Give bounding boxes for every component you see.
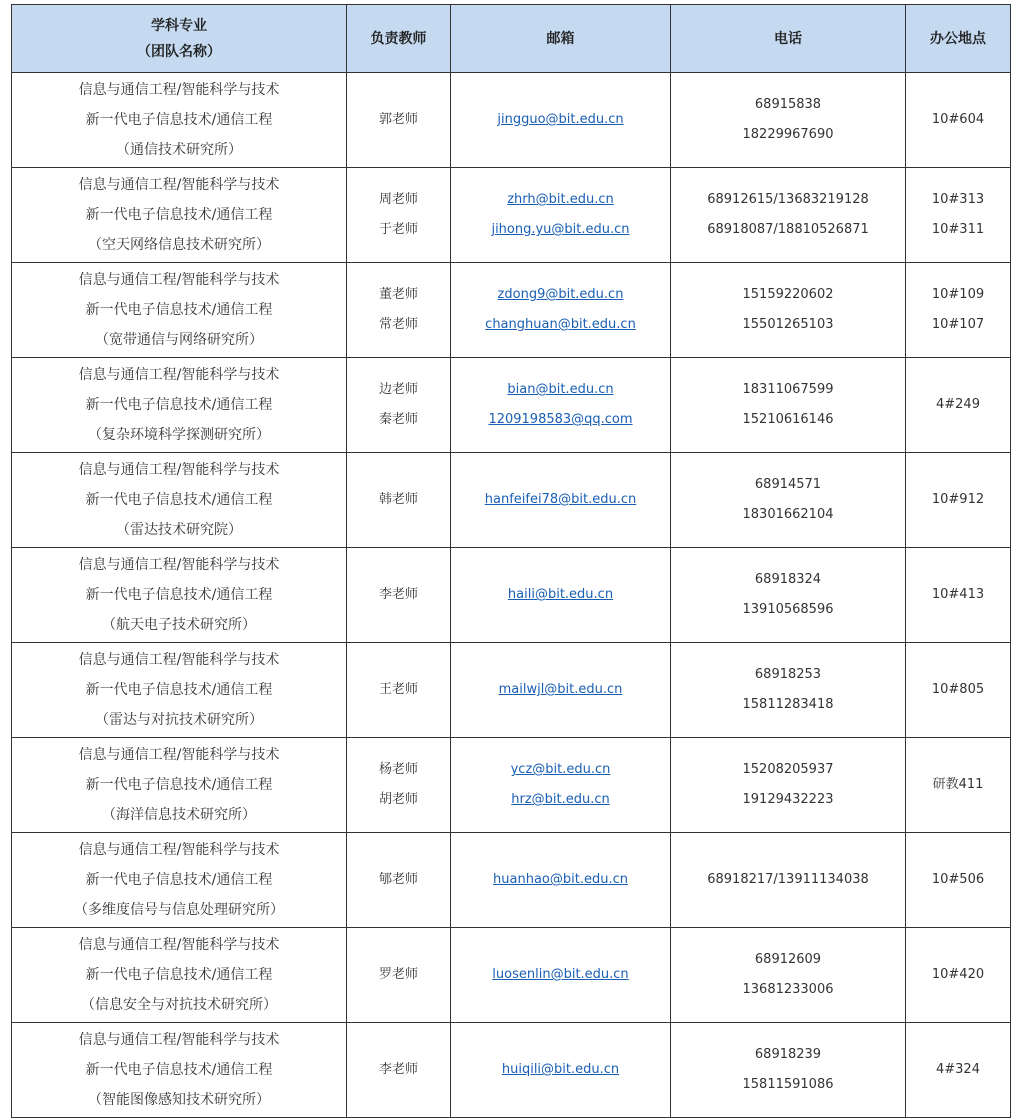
office-cell	[906, 1023, 1011, 1118]
phone-number: 18229967690	[742, 127, 834, 142]
office-location: 10#311	[931, 222, 985, 237]
table-row	[12, 168, 1011, 263]
teacher-cell	[347, 168, 451, 263]
office-cell	[906, 358, 1011, 453]
header-teacher: 负责教师	[347, 5, 451, 73]
subject-cell	[12, 1023, 347, 1118]
email-cell	[451, 73, 671, 168]
office-cell	[906, 263, 1011, 358]
email-link[interactable]: huanhao@bit.edu.cn	[493, 872, 628, 887]
phone-number: 19129432223	[742, 792, 834, 807]
table-row	[12, 453, 1011, 548]
email-cell	[451, 928, 671, 1023]
teacher-cell	[347, 73, 451, 168]
office-cell	[906, 928, 1011, 1023]
subject-line: 新一代电子信息技术/通信工程	[85, 872, 273, 888]
phone-cell	[671, 1023, 906, 1118]
phone-cell	[671, 73, 906, 168]
phone-number: 68918087/18810526871	[707, 222, 869, 237]
subject-line: 新一代电子信息技术/通信工程	[85, 207, 273, 223]
teacher-cell	[347, 453, 451, 548]
phone-number: 15210616146	[742, 412, 834, 427]
office-location: 10#413	[931, 587, 985, 602]
office-location: 10#604	[931, 112, 985, 127]
phone-number: 68918239	[754, 1047, 822, 1062]
header-subject-team: （团队名称）	[137, 43, 221, 60]
office-location: 研教411	[932, 777, 984, 792]
teacher-cell	[347, 643, 451, 738]
office-cell	[906, 168, 1011, 263]
subject-line: 信息与通信工程/智能科学与技术	[78, 937, 280, 953]
subject-cell	[12, 738, 347, 833]
subject-cell	[12, 548, 347, 643]
teacher-name: 胡老师	[378, 792, 418, 807]
email-link[interactable]: jingguo@bit.edu.cn	[497, 112, 624, 127]
phone-number: 68918324	[754, 572, 822, 587]
email-cell	[451, 358, 671, 453]
subject-cell	[12, 643, 347, 738]
phone-number: 13910568596	[742, 602, 834, 617]
teacher-name: 王老师	[378, 682, 418, 697]
subject-line: 新一代电子信息技术/通信工程	[85, 492, 273, 508]
phone-cell	[671, 643, 906, 738]
teacher-name: 韩老师	[378, 492, 418, 507]
phone-number: 68918253	[754, 667, 822, 682]
phone-number: 68918217/13911134038	[707, 872, 869, 887]
phone-cell	[671, 833, 906, 928]
office-location: 10#805	[931, 682, 985, 697]
office-location: 10#506	[931, 872, 985, 887]
subject-cell	[12, 73, 347, 168]
subject-line: 新一代电子信息技术/通信工程	[85, 397, 273, 413]
table-body	[12, 73, 1011, 1118]
office-cell	[906, 453, 1011, 548]
phone-number: 68914571	[754, 477, 822, 492]
teacher-cell	[347, 263, 451, 358]
header-email: 邮箱	[451, 5, 671, 73]
email-link[interactable]: haili@bit.edu.cn	[507, 587, 614, 602]
subject-line: 信息与通信工程/智能科学与技术	[78, 177, 280, 193]
phone-cell	[671, 738, 906, 833]
teacher-name: 于老师	[378, 222, 418, 237]
subject-line: （雷达与对抗技术研究所）	[95, 712, 263, 728]
email-cell	[451, 833, 671, 928]
header-subject-title: 学科专业	[151, 17, 207, 34]
email-link[interactable]: jihong.yu@bit.edu.cn	[491, 222, 630, 237]
phone-number: 18301662104	[742, 507, 834, 522]
teacher-name: 常老师	[378, 317, 418, 332]
phone-number: 15811591086	[742, 1077, 834, 1092]
subject-line: 信息与通信工程/智能科学与技术	[78, 1032, 280, 1048]
subject-line: （多维度信号与信息处理研究所）	[74, 902, 284, 918]
table-row	[12, 928, 1011, 1023]
subject-line: 信息与通信工程/智能科学与技术	[78, 652, 280, 668]
email-line	[451, 675, 670, 705]
office-location: 4#249	[936, 397, 980, 412]
header-phone: 电话	[671, 5, 906, 73]
teacher-name: 李老师	[378, 1062, 418, 1077]
teacher-name: 郇老师	[378, 872, 418, 887]
subject-cell	[12, 928, 347, 1023]
email-link[interactable]: 1209198583@qq.com	[488, 412, 633, 427]
subject-line: 新一代电子信息技术/通信工程	[85, 967, 273, 983]
email-cell	[451, 548, 671, 643]
office-location: 10#912	[931, 492, 985, 507]
teacher-cell	[347, 833, 451, 928]
email-line	[451, 105, 670, 135]
subject-line: （空天网络信息技术研究所）	[88, 237, 270, 253]
email-line	[451, 1055, 670, 1085]
office-cell	[906, 833, 1011, 928]
email-line	[451, 580, 670, 610]
phone-cell	[671, 263, 906, 358]
table-row	[12, 643, 1011, 738]
phone-cell	[671, 928, 906, 1023]
teacher-cell	[347, 1023, 451, 1118]
table-row	[12, 358, 1011, 453]
subject-line: 信息与通信工程/智能科学与技术	[78, 272, 280, 288]
contacts-table	[11, 4, 1011, 1118]
email-link[interactable]: hrz@bit.edu.cn	[511, 792, 610, 807]
office-cell	[906, 738, 1011, 833]
email-line	[451, 185, 670, 215]
email-line	[451, 375, 670, 405]
email-cell	[451, 643, 671, 738]
subject-cell	[12, 833, 347, 928]
header-office: 办公地点	[906, 5, 1011, 73]
office-location: 10#109	[931, 287, 985, 302]
subject-cell	[12, 453, 347, 548]
subject-cell	[12, 168, 347, 263]
subject-line: （复杂环境科学探测研究所）	[88, 427, 270, 443]
email-link[interactable]: zdong9@bit.edu.cn	[497, 287, 624, 302]
email-line	[451, 960, 670, 990]
phone-number: 68912609	[754, 952, 822, 967]
subject-line: （通信技术研究所）	[116, 142, 242, 158]
subject-line: 信息与通信工程/智能科学与技术	[78, 557, 280, 573]
phone-number: 15208205937	[742, 762, 834, 777]
email-cell	[451, 738, 671, 833]
subject-line: 信息与通信工程/智能科学与技术	[78, 462, 280, 478]
teacher-name: 秦老师	[378, 412, 418, 427]
phone-number: 15811283418	[742, 697, 834, 712]
table-row	[12, 548, 1011, 643]
office-cell	[906, 643, 1011, 738]
email-link[interactable]: ycz@bit.edu.cn	[510, 762, 611, 777]
phone-number: 68915838	[754, 97, 822, 112]
email-line	[451, 280, 670, 310]
subject-line: 新一代电子信息技术/通信工程	[85, 1062, 273, 1078]
email-link[interactable]: huiqili@bit.edu.cn	[501, 1062, 620, 1077]
email-line	[451, 405, 670, 435]
office-location: 10#313	[931, 192, 985, 207]
office-cell	[906, 73, 1011, 168]
phone-number: 15501265103	[742, 317, 834, 332]
subject-line: 新一代电子信息技术/通信工程	[85, 302, 273, 318]
subject-cell	[12, 358, 347, 453]
subject-line: （航天电子技术研究所）	[102, 617, 256, 633]
subject-line: 新一代电子信息技术/通信工程	[85, 777, 273, 793]
email-cell	[451, 1023, 671, 1118]
email-cell	[451, 168, 671, 263]
table-row	[12, 833, 1011, 928]
subject-line: 新一代电子信息技术/通信工程	[85, 587, 273, 603]
subject-line: 信息与通信工程/智能科学与技术	[78, 842, 280, 858]
office-cell	[906, 548, 1011, 643]
email-link[interactable]: zhrh@bit.edu.cn	[507, 192, 614, 207]
table-row	[12, 1023, 1011, 1118]
phone-number: 13681233006	[742, 982, 834, 997]
email-cell	[451, 453, 671, 548]
teacher-name: 杨老师	[378, 762, 418, 777]
teacher-cell	[347, 548, 451, 643]
phone-cell	[671, 453, 906, 548]
subject-line: 信息与通信工程/智能科学与技术	[78, 367, 280, 383]
phone-cell	[671, 358, 906, 453]
email-line	[451, 485, 670, 515]
table-row	[12, 263, 1011, 358]
subject-line: （宽带通信与网络研究所）	[95, 332, 263, 348]
email-link[interactable]: bian@bit.edu.cn	[507, 382, 614, 397]
teacher-name: 李老师	[378, 587, 418, 602]
email-link[interactable]: luosenlin@bit.edu.cn	[492, 967, 629, 982]
email-link[interactable]: mailwjl@bit.edu.cn	[498, 682, 623, 697]
teacher-name: 董老师	[378, 287, 418, 302]
table-row	[12, 738, 1011, 833]
phone-cell	[671, 548, 906, 643]
teacher-name: 罗老师	[378, 967, 418, 982]
email-line	[451, 310, 670, 340]
email-line	[451, 865, 670, 895]
teacher-name: 周老师	[378, 192, 418, 207]
email-link[interactable]: changhuan@bit.edu.cn	[485, 317, 636, 332]
table-row	[12, 73, 1011, 168]
email-line	[451, 785, 670, 815]
teacher-name: 郭老师	[378, 112, 418, 127]
email-line	[451, 755, 670, 785]
subject-line: 信息与通信工程/智能科学与技术	[78, 82, 280, 98]
header-subject	[12, 5, 347, 73]
teacher-cell	[347, 928, 451, 1023]
email-cell	[451, 263, 671, 358]
phone-number: 18311067599	[742, 382, 834, 397]
subject-line: （智能图像感知技术研究所）	[88, 1092, 270, 1108]
teacher-cell	[347, 358, 451, 453]
email-link[interactable]: hanfeifei78@bit.edu.cn	[484, 492, 637, 507]
phone-cell	[671, 168, 906, 263]
subject-cell	[12, 263, 347, 358]
office-location: 10#107	[931, 317, 985, 332]
header-row	[12, 5, 1011, 73]
subject-line: 新一代电子信息技术/通信工程	[85, 112, 273, 128]
subject-line: （雷达技术研究院）	[116, 522, 242, 538]
teacher-name: 边老师	[378, 382, 418, 397]
phone-number: 68912615/13683219128	[707, 192, 869, 207]
subject-line: （信息安全与对抗技术研究所）	[81, 997, 277, 1013]
subject-line: （海洋信息技术研究所）	[102, 807, 256, 823]
office-location: 4#324	[936, 1062, 980, 1077]
office-location: 10#420	[931, 967, 985, 982]
subject-line: 新一代电子信息技术/通信工程	[85, 682, 273, 698]
subject-line: 信息与通信工程/智能科学与技术	[78, 747, 280, 763]
phone-number: 15159220602	[742, 287, 834, 302]
teacher-cell	[347, 738, 451, 833]
email-line	[451, 215, 670, 245]
